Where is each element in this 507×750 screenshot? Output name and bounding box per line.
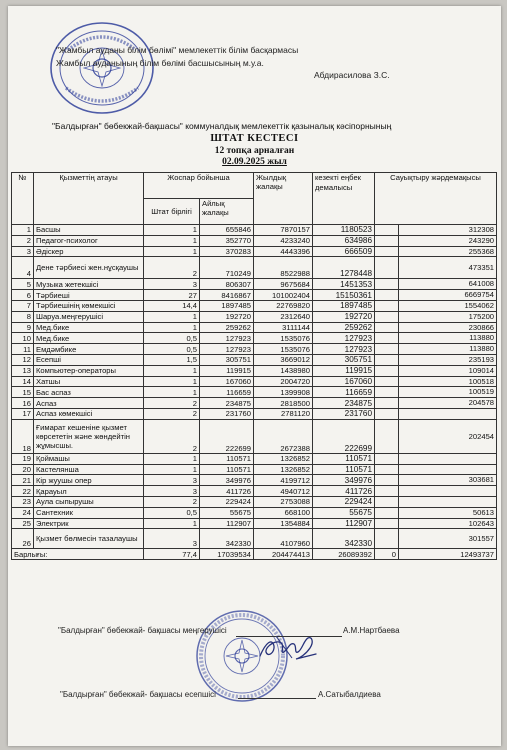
- row-monthly-salary: 259262: [200, 322, 254, 333]
- handwritten-signature: [256, 632, 320, 664]
- row-empty-cell: [375, 235, 399, 246]
- row-number: 24: [12, 507, 34, 518]
- staff-table: [11, 172, 497, 560]
- row-units: 1: [144, 311, 200, 322]
- row-number: 8: [12, 311, 34, 322]
- row-empty-cell: [375, 518, 399, 529]
- table-row: [12, 300, 497, 311]
- row-annual-salary: 1438980: [254, 365, 313, 376]
- row-annual-salary: 3111144: [254, 322, 313, 333]
- row-empty-cell: [375, 376, 399, 387]
- row-annual-salary: 101002404: [254, 290, 313, 301]
- table-row: [12, 507, 497, 518]
- row-number: 21: [12, 475, 34, 486]
- row-annual-salary: 22769820: [254, 300, 313, 311]
- row-number: 12: [12, 354, 34, 365]
- table-row: [12, 387, 497, 398]
- row-number: 5: [12, 279, 34, 290]
- row-position-name: Ғимарат кешеніне қызмет көрсететін және жөндейтін жұмысшы.: [34, 419, 144, 453]
- row-leave-pay: 305751: [313, 354, 375, 365]
- approval-header: [56, 44, 476, 82]
- row-leave-pay: 234875: [313, 398, 375, 409]
- row-leave-pay: 112907: [313, 518, 375, 529]
- row-number: 22: [12, 486, 34, 497]
- table-row: [12, 257, 497, 279]
- row-empty-cell: [375, 333, 399, 344]
- row-annual-salary: 1399908: [254, 387, 313, 398]
- header-position: Қызметтің атауы: [34, 173, 144, 225]
- row-empty-cell: [375, 354, 399, 365]
- header-no: №: [12, 173, 34, 225]
- table-row: [12, 464, 497, 475]
- row-number: 19: [12, 453, 34, 464]
- row-position-name: Дене тәрбиесі жен.нұсқаушы: [34, 257, 144, 279]
- row-annual-salary: 2672388: [254, 419, 313, 453]
- row-monthly-salary: 127923: [200, 333, 254, 344]
- row-position-name: Қарауыл: [34, 486, 144, 497]
- row-position-name: Мед.бике: [34, 333, 144, 344]
- row-bonus: 100519: [399, 387, 497, 398]
- row-empty-cell: [375, 408, 399, 419]
- table-total-row: [12, 549, 497, 560]
- table-row: [12, 529, 497, 549]
- row-empty-cell: [375, 322, 399, 333]
- row-position-name: Емдәмбике: [34, 344, 144, 355]
- table-row: [12, 311, 497, 322]
- row-annual-salary: 668100: [254, 507, 313, 518]
- row-leave-pay: 55675: [313, 507, 375, 518]
- row-leave-pay: 1451353: [313, 279, 375, 290]
- row-monthly-salary: 112907: [200, 518, 254, 529]
- row-bonus: 202454: [399, 419, 497, 453]
- row-empty-cell: [375, 246, 399, 257]
- row-monthly-salary: 655846: [200, 225, 254, 236]
- row-number: 6: [12, 290, 34, 301]
- row-leave-pay: 127923: [313, 344, 375, 355]
- total-leave: 26089392: [313, 549, 375, 560]
- row-position-name: Компьютер-операторы: [34, 365, 144, 376]
- row-leave-pay: 192720: [313, 311, 375, 322]
- row-bonus: 100518: [399, 376, 497, 387]
- row-leave-pay: 167060: [313, 376, 375, 387]
- director-name: А.М.Нартбаева: [343, 626, 400, 635]
- row-units: 1: [144, 322, 200, 333]
- row-leave-pay: 259262: [313, 322, 375, 333]
- row-position-name: Педагог-психолог: [34, 235, 144, 246]
- table-row: [12, 246, 497, 257]
- row-empty-cell: [375, 300, 399, 311]
- row-annual-salary: 1326852: [254, 464, 313, 475]
- row-monthly-salary: 110571: [200, 464, 254, 475]
- row-number: 25: [12, 518, 34, 529]
- row-empty-cell: [375, 290, 399, 301]
- row-units: 2: [144, 496, 200, 507]
- row-units: 0,5: [144, 507, 200, 518]
- accountant-signature-line: [238, 698, 316, 699]
- row-leave-pay: 127923: [313, 333, 375, 344]
- row-bonus: [399, 464, 497, 475]
- document-date: 02.09.2025 жыл: [222, 157, 287, 167]
- director-role: "Балдырған" бөбекжай- бақшасы меңгерушісі: [58, 626, 227, 635]
- row-empty-cell: [375, 279, 399, 290]
- row-bonus: [399, 486, 497, 497]
- row-units: 0,5: [144, 344, 200, 355]
- row-units: 1: [144, 518, 200, 529]
- table-row: [12, 475, 497, 486]
- row-bonus: 102643: [399, 518, 497, 529]
- row-number: 20: [12, 464, 34, 475]
- row-annual-salary: 4940712: [254, 486, 313, 497]
- row-empty-cell: [375, 453, 399, 464]
- row-annual-salary: 4233240: [254, 235, 313, 246]
- row-units: 3: [144, 529, 200, 549]
- row-units: 1: [144, 235, 200, 246]
- row-annual-salary: 4199712: [254, 475, 313, 486]
- row-units: 1: [144, 246, 200, 257]
- row-position-name: Бас аспаз: [34, 387, 144, 398]
- row-number: 9: [12, 322, 34, 333]
- row-empty-cell: [375, 365, 399, 376]
- table-body: [12, 225, 497, 549]
- row-position-name: Кір жуушы опер: [34, 475, 144, 486]
- row-monthly-salary: 110571: [200, 453, 254, 464]
- row-number: 13: [12, 365, 34, 376]
- row-leave-pay: 119915: [313, 365, 375, 376]
- row-monthly-salary: 55675: [200, 507, 254, 518]
- row-leave-pay: 411726: [313, 486, 375, 497]
- row-leave-pay: 349976: [313, 475, 375, 486]
- row-empty-cell: [375, 486, 399, 497]
- row-bonus: 303681: [399, 475, 497, 486]
- accountant-name: А.Сатыбалдиева: [318, 690, 381, 699]
- table-row: [12, 419, 497, 453]
- row-number: 18: [12, 419, 34, 453]
- row-monthly-salary: 229424: [200, 496, 254, 507]
- row-position-name: Мед.бике: [34, 322, 144, 333]
- row-leave-pay: 1278448: [313, 257, 375, 279]
- table-row: [12, 354, 497, 365]
- table-row: [12, 290, 497, 301]
- row-empty-cell: [375, 398, 399, 409]
- row-bonus: 641008: [399, 279, 497, 290]
- row-position-name: Қоймашы: [34, 453, 144, 464]
- row-monthly-salary: 352770: [200, 235, 254, 246]
- row-units: 14,4: [144, 300, 200, 311]
- row-units: 1: [144, 464, 200, 475]
- row-empty-cell: [375, 419, 399, 453]
- header-annual: Жылдық жалақы: [254, 173, 313, 225]
- header-plan: Жоспар бойынша: [144, 173, 254, 199]
- row-units: 3: [144, 475, 200, 486]
- table-row: [12, 518, 497, 529]
- row-monthly-salary: 411726: [200, 486, 254, 497]
- total-extra: 0: [375, 549, 399, 560]
- row-position-name: Тәрбиешінің көмекшісі: [34, 300, 144, 311]
- row-bonus: 1554062: [399, 300, 497, 311]
- row-units: 2: [144, 257, 200, 279]
- row-bonus: [399, 453, 497, 464]
- row-monthly-salary: 234875: [200, 398, 254, 409]
- row-leave-pay: 110571: [313, 464, 375, 475]
- row-annual-salary: 2753088: [254, 496, 313, 507]
- row-number: 14: [12, 376, 34, 387]
- row-monthly-salary: 806307: [200, 279, 254, 290]
- row-bonus: 301557: [399, 529, 497, 549]
- row-position-name: Әдіскер: [34, 246, 144, 257]
- row-empty-cell: [375, 496, 399, 507]
- row-units: 2: [144, 408, 200, 419]
- row-monthly-salary: 222699: [200, 419, 254, 453]
- row-annual-salary: 1535076: [254, 344, 313, 355]
- row-bonus: 243290: [399, 235, 497, 246]
- table-row: [12, 225, 497, 236]
- row-monthly-salary: 192720: [200, 311, 254, 322]
- row-position-name: Аула сыпырушы: [34, 496, 144, 507]
- row-number: 7: [12, 300, 34, 311]
- row-position-name: Сантехник: [34, 507, 144, 518]
- row-bonus: 204578: [399, 398, 497, 409]
- row-bonus: 113880: [399, 344, 497, 355]
- total-monthly: 17039534: [200, 549, 254, 560]
- row-number: 10: [12, 333, 34, 344]
- row-position-name: Электрик: [34, 518, 144, 529]
- row-monthly-salary: 167060: [200, 376, 254, 387]
- row-units: 1: [144, 365, 200, 376]
- total-label: Барлығы:: [12, 549, 144, 560]
- row-position-name: Қызмет бөлмесін тазалаушы: [34, 529, 144, 549]
- row-bonus: 255368: [399, 246, 497, 257]
- row-annual-salary: 2312640: [254, 311, 313, 322]
- row-units: 2: [144, 398, 200, 409]
- table-row: [12, 365, 497, 376]
- header-plan-monthly: Айлық жалақы: [200, 199, 254, 225]
- row-leave-pay: 229424: [313, 496, 375, 507]
- row-annual-salary: 2781120: [254, 408, 313, 419]
- row-monthly-salary: 127923: [200, 344, 254, 355]
- row-bonus: 6669754: [399, 290, 497, 301]
- table-row: [12, 453, 497, 464]
- row-units: 27: [144, 290, 200, 301]
- row-bonus: 50613: [399, 507, 497, 518]
- row-annual-salary: 3669012: [254, 354, 313, 365]
- row-number: 4: [12, 257, 34, 279]
- row-leave-pay: 1897485: [313, 300, 375, 311]
- row-annual-salary: 2818500: [254, 398, 313, 409]
- row-units: 1: [144, 225, 200, 236]
- table-row: [12, 376, 497, 387]
- row-bonus: 230866: [399, 322, 497, 333]
- row-number: 3: [12, 246, 34, 257]
- header-line-1: "Жамбыл ауданы білім бөлімі" мемлекеттік білім басқармасы: [56, 45, 299, 55]
- total-units: 77,4: [144, 549, 200, 560]
- table-row: [12, 344, 497, 355]
- row-position-name: Кастелянша: [34, 464, 144, 475]
- total-bonus: 12493737: [399, 549, 497, 560]
- row-number: 23: [12, 496, 34, 507]
- row-bonus: 109014: [399, 365, 497, 376]
- row-annual-salary: 2004720: [254, 376, 313, 387]
- row-position-name: Музыка жетекшісі: [34, 279, 144, 290]
- table-row: [12, 496, 497, 507]
- row-bonus: 312308: [399, 225, 497, 236]
- row-monthly-salary: 305751: [200, 354, 254, 365]
- row-annual-salary: 4107960: [254, 529, 313, 549]
- accountant-role: "Балдырған" бөбекжай- бақшасы есепшісі: [60, 690, 216, 699]
- row-bonus: 175200: [399, 311, 497, 322]
- row-leave-pay: 634986: [313, 235, 375, 246]
- row-empty-cell: [375, 475, 399, 486]
- header-bonus: Сауықтыру жәрдемақысы: [375, 173, 497, 225]
- row-empty-cell: [375, 225, 399, 236]
- table-header-row: [12, 173, 497, 199]
- row-units: 1,5: [144, 354, 200, 365]
- row-number: 16: [12, 398, 34, 409]
- row-annual-salary: 9675684: [254, 279, 313, 290]
- row-monthly-salary: 231760: [200, 408, 254, 419]
- table-row: [12, 235, 497, 246]
- row-monthly-salary: 342330: [200, 529, 254, 549]
- row-leave-pay: 116659: [313, 387, 375, 398]
- header-plan-units: Штат бірлігі: [144, 199, 200, 225]
- row-position-name: Хатшы: [34, 376, 144, 387]
- row-leave-pay: 15150361: [313, 290, 375, 301]
- row-annual-salary: 1354884: [254, 518, 313, 529]
- row-empty-cell: [375, 464, 399, 475]
- row-number: 15: [12, 387, 34, 398]
- row-number: 11: [12, 344, 34, 355]
- row-bonus: [399, 496, 497, 507]
- row-empty-cell: [375, 387, 399, 398]
- document-title: ШТАТ КЕСТЕСІ: [210, 133, 299, 144]
- row-empty-cell: [375, 529, 399, 549]
- row-position-name: Тәрбиеші: [34, 290, 144, 301]
- row-position-name: Басшы: [34, 225, 144, 236]
- table-row: [12, 333, 497, 344]
- row-empty-cell: [375, 344, 399, 355]
- row-annual-salary: 4443396: [254, 246, 313, 257]
- row-leave-pay: 231760: [313, 408, 375, 419]
- table-row: [12, 279, 497, 290]
- row-units: 3: [144, 486, 200, 497]
- row-number: 1: [12, 225, 34, 236]
- row-bonus: 473351: [399, 257, 497, 279]
- row-bonus: [399, 408, 497, 419]
- row-annual-salary: 8522988: [254, 257, 313, 279]
- row-leave-pay: 110571: [313, 453, 375, 464]
- total-annual: 204474413: [254, 549, 313, 560]
- row-monthly-salary: 349976: [200, 475, 254, 486]
- document-page: [8, 6, 501, 746]
- table-row: [12, 408, 497, 419]
- row-monthly-salary: 370283: [200, 246, 254, 257]
- row-leave-pay: 1180523: [313, 225, 375, 236]
- row-annual-salary: 7870157: [254, 225, 313, 236]
- row-units: 0,5: [144, 333, 200, 344]
- row-position-name: Шаруа.меңгерушісі: [34, 311, 144, 322]
- row-number: 17: [12, 408, 34, 419]
- row-leave-pay: 666509: [313, 246, 375, 257]
- row-monthly-salary: 8416867: [200, 290, 254, 301]
- row-empty-cell: [375, 507, 399, 518]
- row-units: 3: [144, 279, 200, 290]
- row-empty-cell: [375, 311, 399, 322]
- row-monthly-salary: 1897485: [200, 300, 254, 311]
- row-number: 26: [12, 529, 34, 549]
- row-bonus: 113880: [399, 333, 497, 344]
- row-bonus: 235193: [399, 354, 497, 365]
- row-monthly-salary: 710249: [200, 257, 254, 279]
- header-leave: кезекті еңбек демалысы: [313, 173, 375, 225]
- row-leave-pay: 222699: [313, 419, 375, 453]
- row-number: 2: [12, 235, 34, 246]
- row-units: 2: [144, 419, 200, 453]
- row-units: 1: [144, 376, 200, 387]
- title-block: [8, 133, 501, 168]
- row-empty-cell: [375, 257, 399, 279]
- row-annual-salary: 1326852: [254, 453, 313, 464]
- document-subtitle: 12 топқа арналған: [214, 146, 295, 156]
- row-monthly-salary: 116659: [200, 387, 254, 398]
- table-row: [12, 486, 497, 497]
- row-units: 1: [144, 453, 200, 464]
- table-row: [12, 398, 497, 409]
- organization-name: "Балдырған" бөбекжай-бақшасы" коммуналдық мемлекеттік қазыналық кәсіпорнының: [52, 121, 392, 131]
- header-line-2: Жамбыл ауданының білім бөлімі басшысының м.у.а.: [56, 57, 264, 68]
- row-monthly-salary: 119915: [200, 365, 254, 376]
- row-leave-pay: 342330: [313, 529, 375, 549]
- header-line-3: Абдирасилова З.С.: [314, 70, 390, 80]
- table-row: [12, 322, 497, 333]
- row-units: 1: [144, 387, 200, 398]
- row-position-name: Аспаз: [34, 398, 144, 409]
- row-position-name: Есепші: [34, 354, 144, 365]
- row-annual-salary: 1535076: [254, 333, 313, 344]
- row-position-name: Аспаз көмекшісі: [34, 408, 144, 419]
